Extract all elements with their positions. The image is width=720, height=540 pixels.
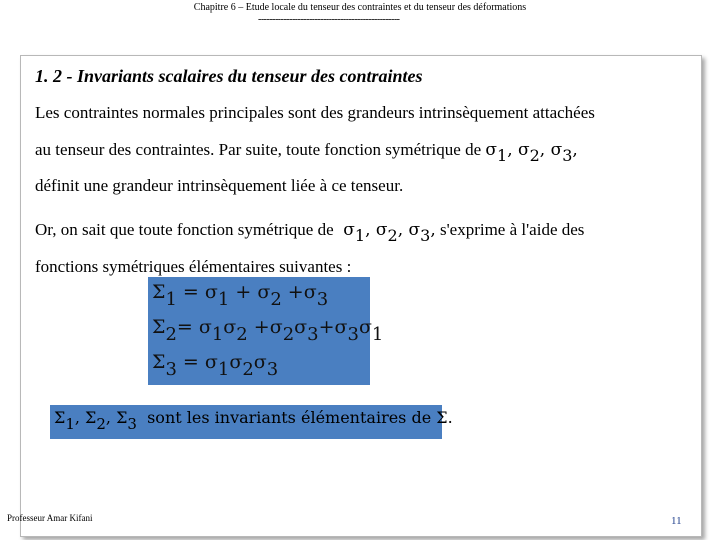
chapter-header: Chapitre 6 – Etude locale du tenseur des contraintes et du tenseur des déformations [193, 2, 527, 13]
sigma-list-1: $\sigma_1$, $\sigma_2$, $\sigma_3$, [485, 140, 578, 165]
body-line-2 [35, 140, 578, 165]
equation-sigma-3: $\Sigma_3 = \sigma_1\sigma_2\sigma_3$ [152, 351, 279, 380]
invariants-statement: $\Sigma_1$, $\Sigma_2$, $\Sigma_3$ sont les invariants élémentaires de Σ. [54, 408, 453, 433]
page-number: 11 [671, 515, 682, 527]
body-line-4 [35, 220, 584, 245]
equation-sigma-2: $\Sigma_2= \sigma_1\sigma_2 +\sigma_2\sigma_3+\sigma_3\sigma_1$ [152, 316, 384, 345]
header-underline: -------------------------------------------------- [258, 14, 400, 25]
invariants-box [50, 405, 453, 439]
body-line-2-text: au tenseur des contraintes. Par suite, toute fonction symétrique de [35, 140, 482, 159]
section-title: 1. 2 - Invariants scalaires du tenseur des contraintes [35, 66, 423, 86]
body-line-1: Les contraintes normales principales sont des grandeurs intrinsèquement attachées [35, 103, 595, 122]
body-line-5: fonctions symétriques élémentaires suivantes : [35, 257, 352, 276]
body-line-3: définit une grandeur intrinsèquement liée à ce tenseur. [35, 176, 404, 195]
body-line-4-text-a: Or, on sait que toute fonction symétrique de [35, 220, 334, 239]
invariants-text: sont les invariants élémentaires de Σ. [147, 408, 453, 427]
sigma-list-2: $\sigma_1$, $\sigma_2$, $\sigma_3$, [343, 220, 436, 245]
footer-author: Professeur Amar Kifani [7, 513, 93, 523]
elementary-functions-box [148, 277, 384, 385]
body-line-4-text-b: s'exprime à l'aide des [439, 220, 585, 239]
equation-sigma-1: $\Sigma_1 = \sigma_1 + \sigma_2 +\sigma_3$ [152, 281, 329, 310]
